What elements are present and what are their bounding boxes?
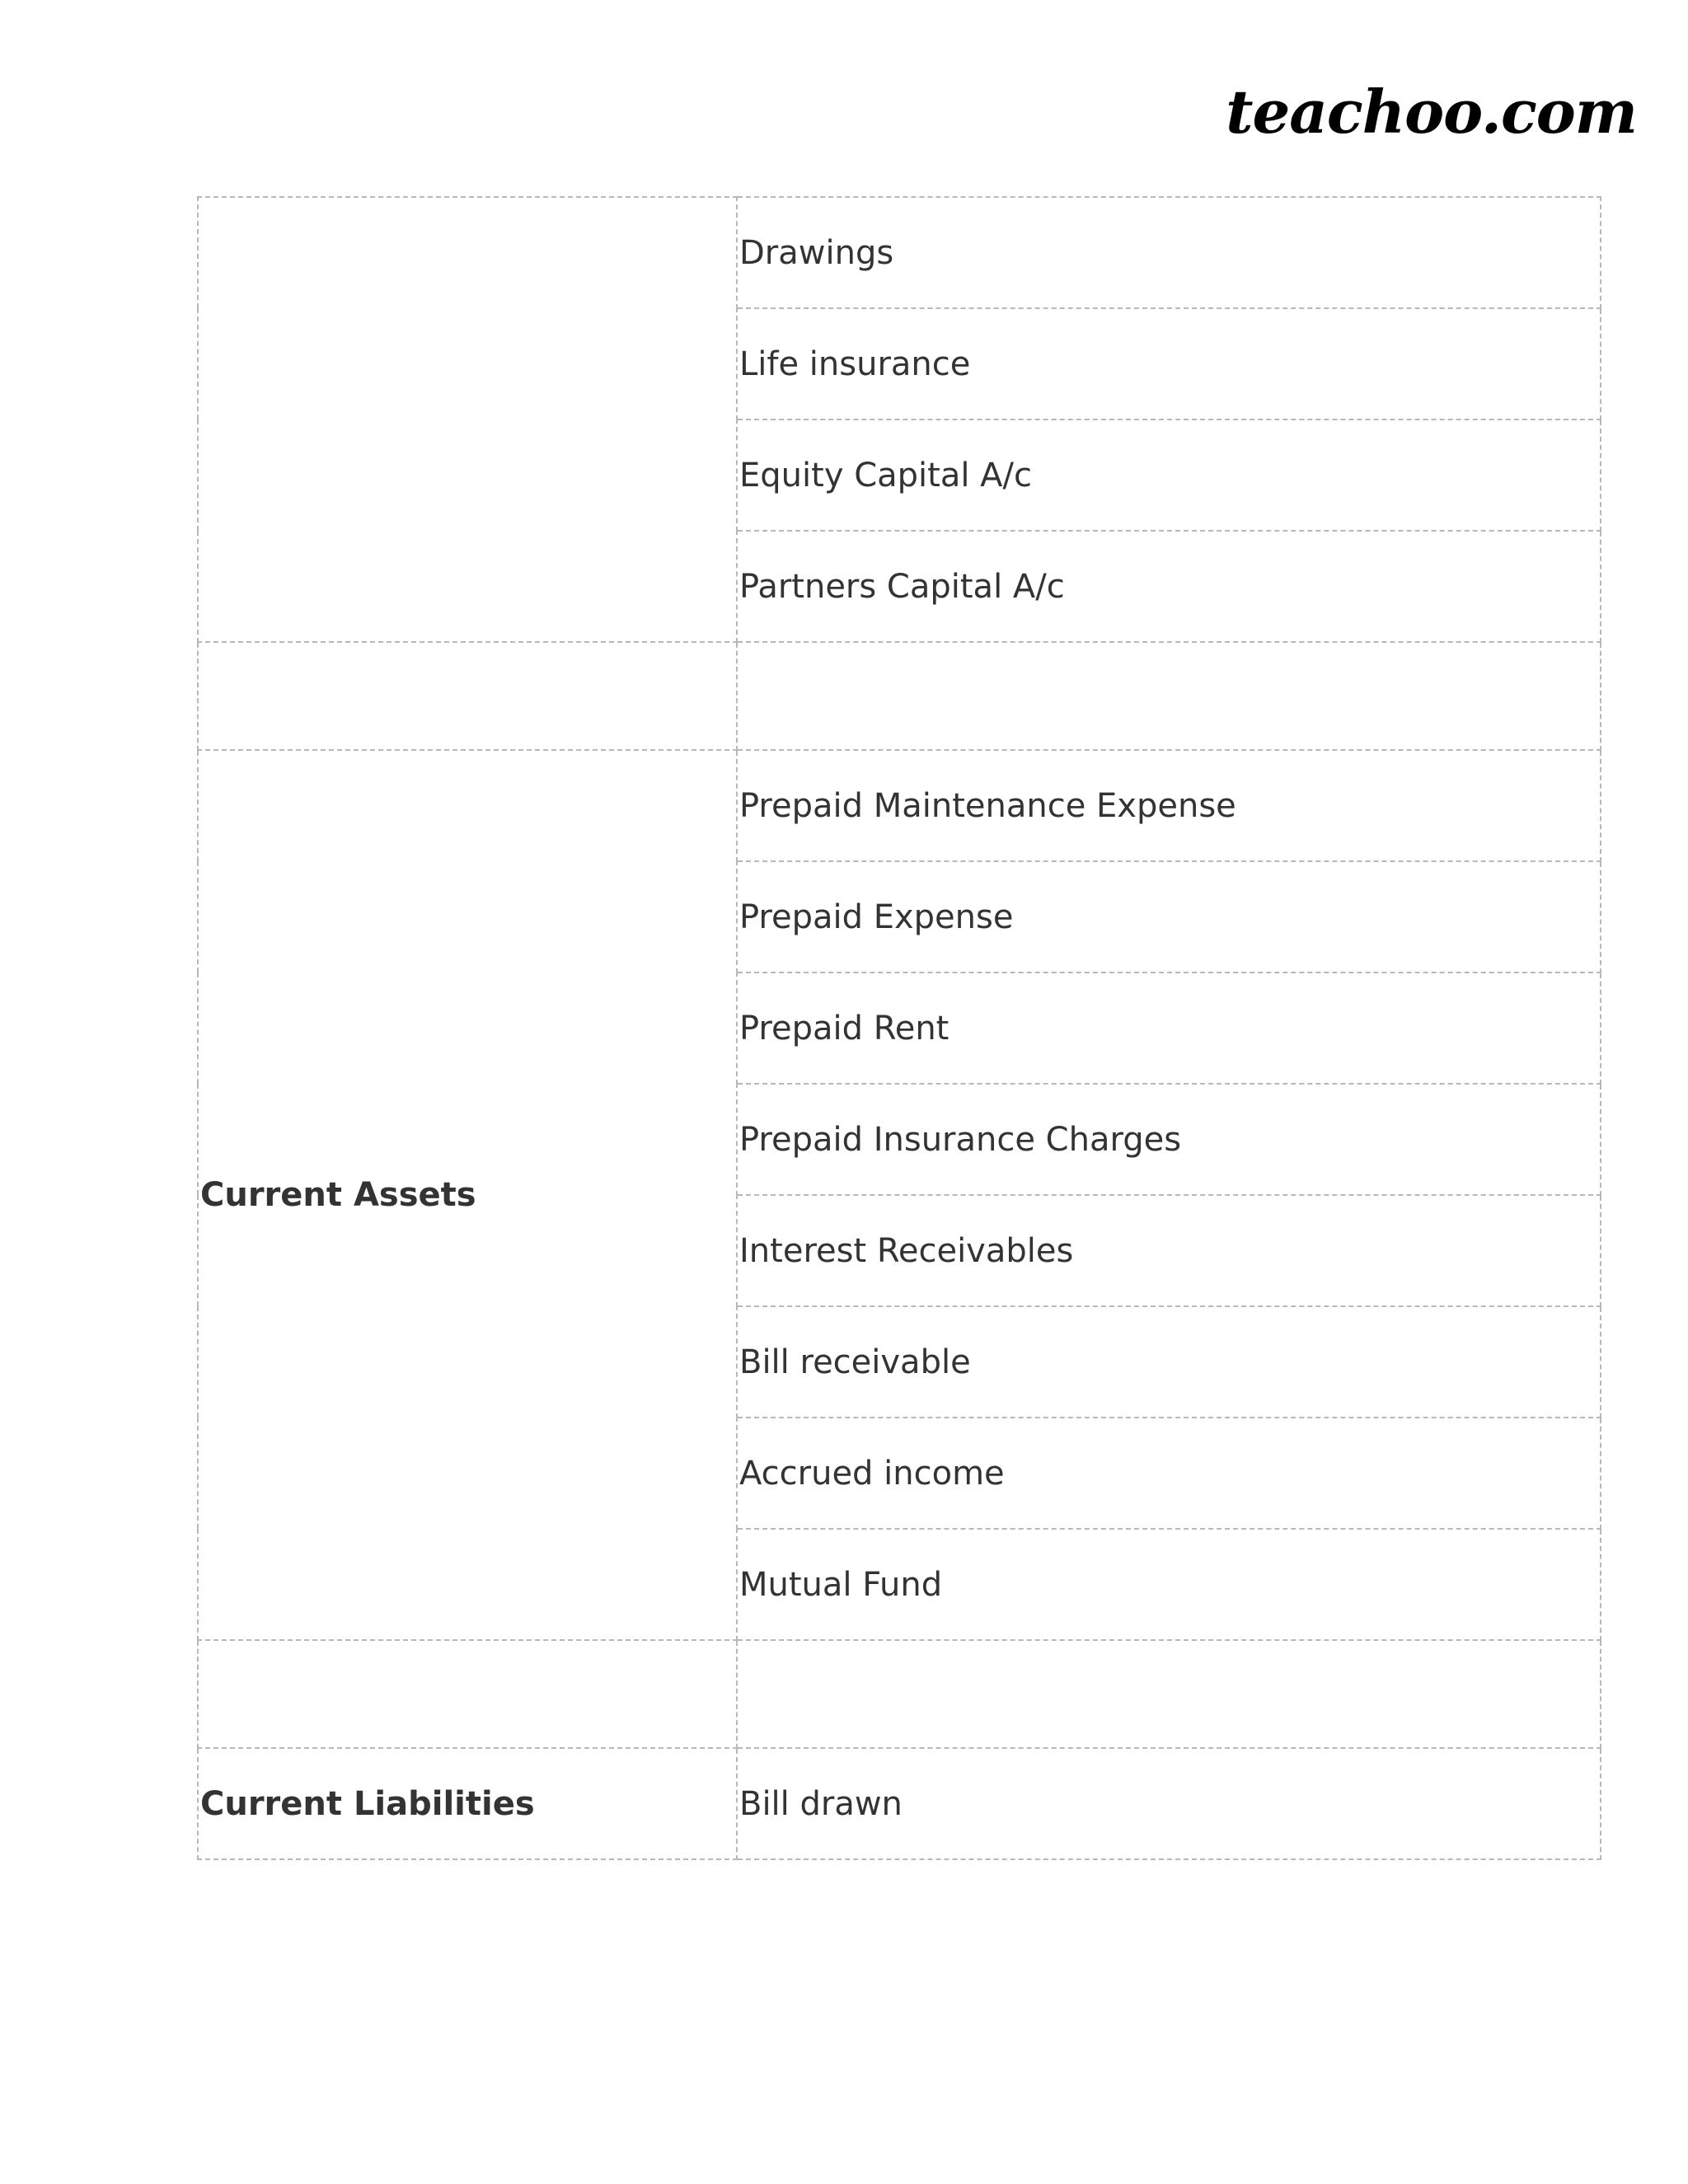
table-row [198,750,1601,861]
table-row [198,1748,1601,1859]
empty-cell [737,642,1601,750]
table-row [198,197,1601,308]
item-cell: Mutual Fund [737,1529,1601,1640]
spacer-row [198,1640,1601,1748]
spacer-row [198,642,1601,750]
category-cell-current-assets: Current Assets [198,750,737,1640]
item-cell: Prepaid Expense [737,861,1601,972]
item-cell: Accrued income [737,1418,1601,1529]
item-cell: Interest Receivables [737,1195,1601,1306]
item-cell: Bill receivable [737,1306,1601,1418]
item-cell: Drawings [737,197,1601,308]
item-cell: Prepaid Insurance Charges [737,1084,1601,1195]
teachoo-logo: teachoo.com [1226,77,1637,147]
item-cell: Prepaid Rent [737,972,1601,1084]
item-cell: Bill drawn [737,1748,1601,1859]
empty-cell [198,642,737,750]
item-cell: Equity Capital A/c [737,419,1601,531]
category-cell-current-liabilities: Current Liabilities [198,1748,737,1859]
item-cell: Partners Capital A/c [737,531,1601,642]
category-cell [198,197,737,642]
empty-cell [737,1640,1601,1748]
classification-table [197,196,1601,1860]
item-cell: Prepaid Maintenance Expense [737,750,1601,861]
item-cell: Life insurance [737,308,1601,419]
empty-cell [198,1640,737,1748]
